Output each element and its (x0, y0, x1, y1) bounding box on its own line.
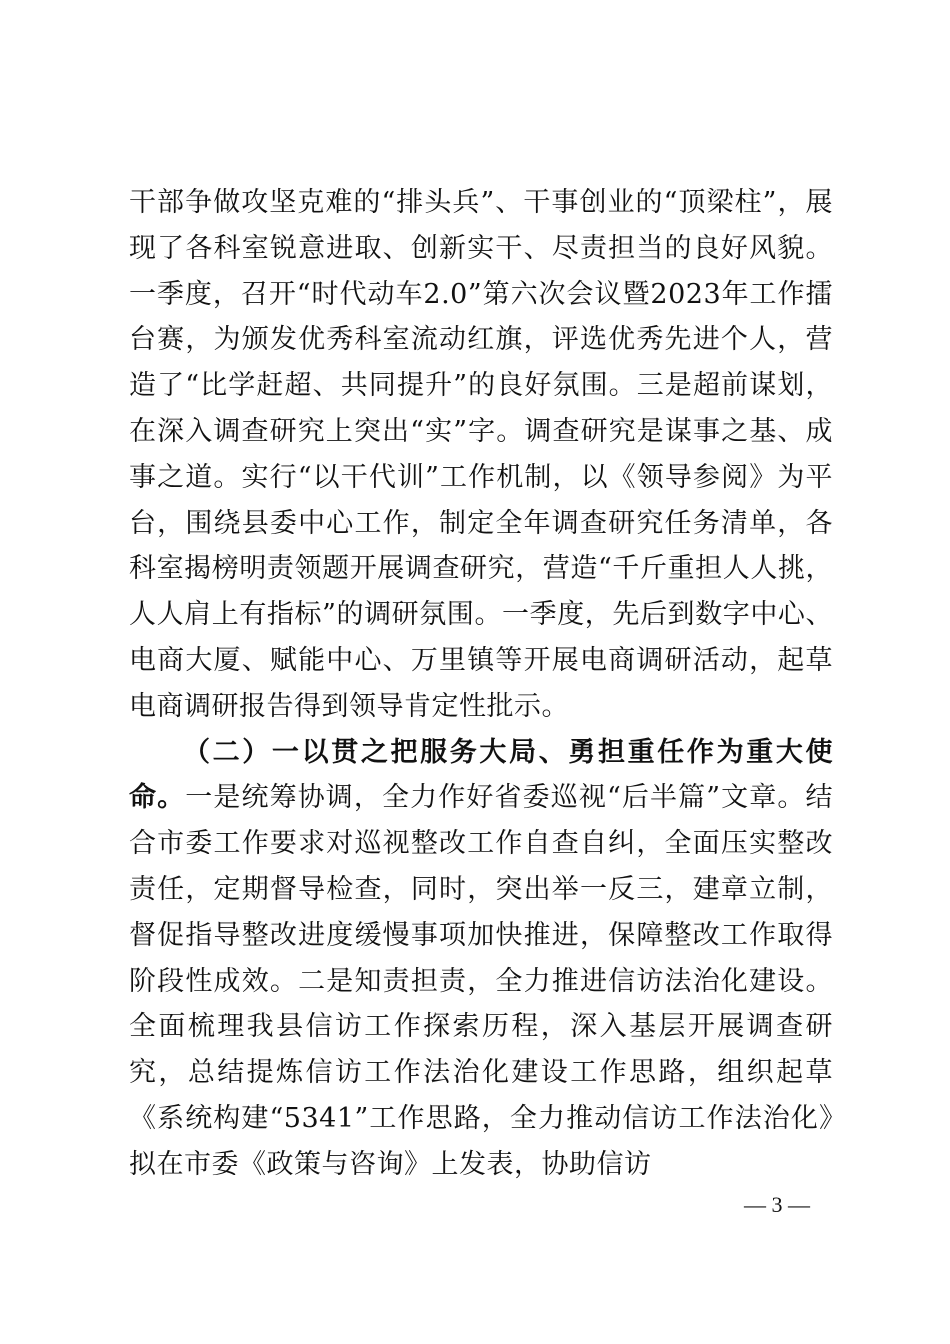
section-heading: （二）一以贯之把服务大局、勇担重任作为重大使命。 (129, 736, 833, 814)
paragraph-text: 干部争做攻坚克难的“排头兵”、干事创业的“顶梁柱”，展现了各科室锐意进取、创新实干、尽责担当的良好风貌。一季度，召开“时代动车2.0”第六次会议暨2023年工作擂台赛，为颁发优秀科室流动红旗，评选优秀先进个人，营造了“比学赶超、共同提升”的良好氛围。三是超前谋划，在深入调查研究上突出“实”字。调查研究是谋事之基、成事之道。实行“以干代训”工作机制，以《领导参阅》为平台，围绕县委中心工作，制定全年调查研究任务清单，各科室揭榜明责领题开展调查研究，营造“千斤重担人人挑，人人肩上有指标”的调研氛围。一季度，先后到数字中心、电商大厦、赋能中心、万里镇等开展电商调研活动，起草电商调研报告得到领导肯定性批示。 (129, 187, 833, 722)
paragraph-continuation (129, 180, 833, 730)
document-body (129, 180, 833, 1188)
page-number: — 3 — (744, 1192, 810, 1217)
paragraph-text: 一是统筹协调，全力作好省委巡视“后半篇”文章。结合市委工作要求对巡视整改工作自查自纠，全面压实整改责任，定期督导检查，同时，突出举一反三，建章立制，督促指导整改进度缓慢事项加快推进，保障整改工作取得阶段性成效。二是知责担责，全力推进信访法治化建设。全面梳理我县信访工作探索历程，深入基层开展调查研究，总结提炼信访工作法治化建设工作思路，组织起草《系统构建“5341”工作思路，全力推动信访工作法治化》拟在市委《政策与咨询》上发表，协助信访 (129, 782, 833, 1180)
paragraph-section-two (129, 730, 833, 1188)
